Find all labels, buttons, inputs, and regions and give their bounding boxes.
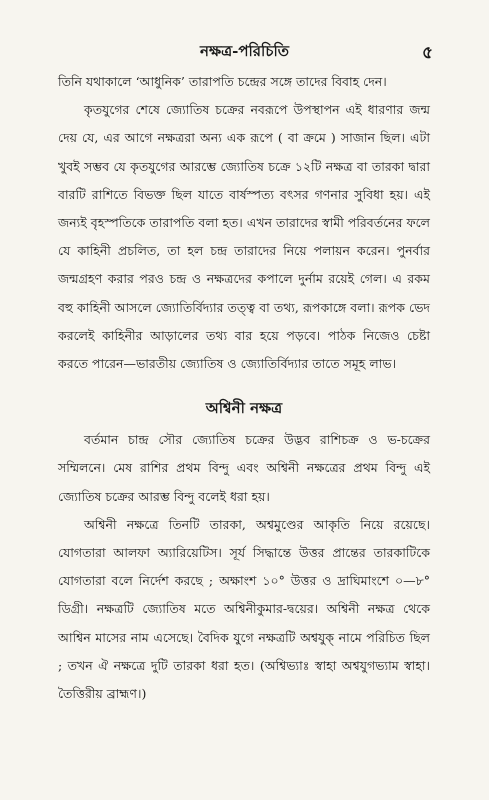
paragraph-continuation: তিনি যথাকালে ‘আধুনিক’ তারাপতি চন্দ্রের সঙ্গে তাদের বিবাহ দেন। [58, 74, 387, 89]
running-header [0, 40, 489, 62]
running-title: নক্ষত্র-পরিচিতি [199, 42, 289, 60]
section-heading: অশ্বিনী নক্ষত্র [205, 399, 283, 418]
paragraph-ashwini-stars: অশ্বিনী নক্ষত্রে তিনটি তারকা, অশ্বমুণ্ডের আকৃতি নিয়ে রয়েছে। যোগতারা আলফা অ্যারিয়েটিস। সূর্য সিদ্ধান্তে উত্তর প্রান্তের তারকাটিকে যোগতারা বলে নির্দেশ করছে ; অক্ষাংশ ১০° উত্তর ও দ্রাঘিমাংশে ০—৮° ডিগ্রী। নক্ষত্রটি জ্যোতিষ মতে অশ্বিনীকুমার-দ্বয়ের। অশ্বিনী নক্ষত্র থেকে আশ্বিন মাসের নাম এসেছে। বৈদিক যুগে নক্ষত্রটি অশ্বযুক্ নামে পরিচিত ছিল ; তখন ঐ নক্ষত্রে দুটি তারকা ধরা হত। (অশ্বিভ্যাঃ স্বাহা অশ্বযুগভ্যাম স্বাহা। তৈত্তিরীয় ব্রাহ্মণ।) [58, 516, 430, 702]
paragraph-krita-yuga: কৃতযুগের শেষে জ্যোতিষ চক্রের নবরূপে উপস্থাপন এই ধারণার জন্ম দেয় যে, এর আগে নক্ষত্ররা অন্য এক রূপে ( বা ক্রমে ) সাজান ছিল। এটা খুবই সম্ভব যে কৃতযুগের আরম্ভে জ্যোতিষ চক্রে ১২টি নক্ষত্র বা তারকা দ্বারা বারটি রাশিতে বিভক্ত ছিল যাতে বার্ষস্পত্য বৎসর গণনার সুবিধা হয়। এই জন্যই বৃহস্পতিকে তারাপতি বলা হত। এখন তারাদের স্বামী পরিবর্তনের ফলে যে কাহিনী প্রচলিত, তা হল চন্দ্র তারাদের নিয়ে পলায়ন করেন। পুনর্বার জন্মগ্রহণ করার পরও চন্দ্র ও নক্ষত্রদের কপালে দুর্নাম রয়েই গেল। এ রকম বহু কাহিনী আসলে জ্যোতির্বিদ্যার তত্ত্ব বা তথ্য, রূপকাঙ্গে বলা। রূপক ভেদ করলেই কাহিনীর আড়ালের তথ্য বার হয়ে পড়বে। পাঠক নিজেও চেষ্টা করতে পারেন—ভারতীয় জ্যোতিষ ও জ্যোতির্বিদ্যার তাতে সমূহ লাভ। [58, 102, 430, 372]
paragraph-origin: বর্তমান চান্দ্র সৌর জ্যোতিষ চক্রের উদ্ভব রাশিচক্র ও ভ-চক্রের সম্মিলনে। মেষ রাশির প্রথম বিন্দু এবং অশ্বিনী নক্ষত্রের প্রথম বিন্দু এই জ্যোতিষ চক্রের আরম্ভ বিন্দু বলেই ধরা হয়। [58, 432, 430, 504]
page-number: ৫ [421, 43, 433, 63]
body-text [58, 68, 430, 708]
